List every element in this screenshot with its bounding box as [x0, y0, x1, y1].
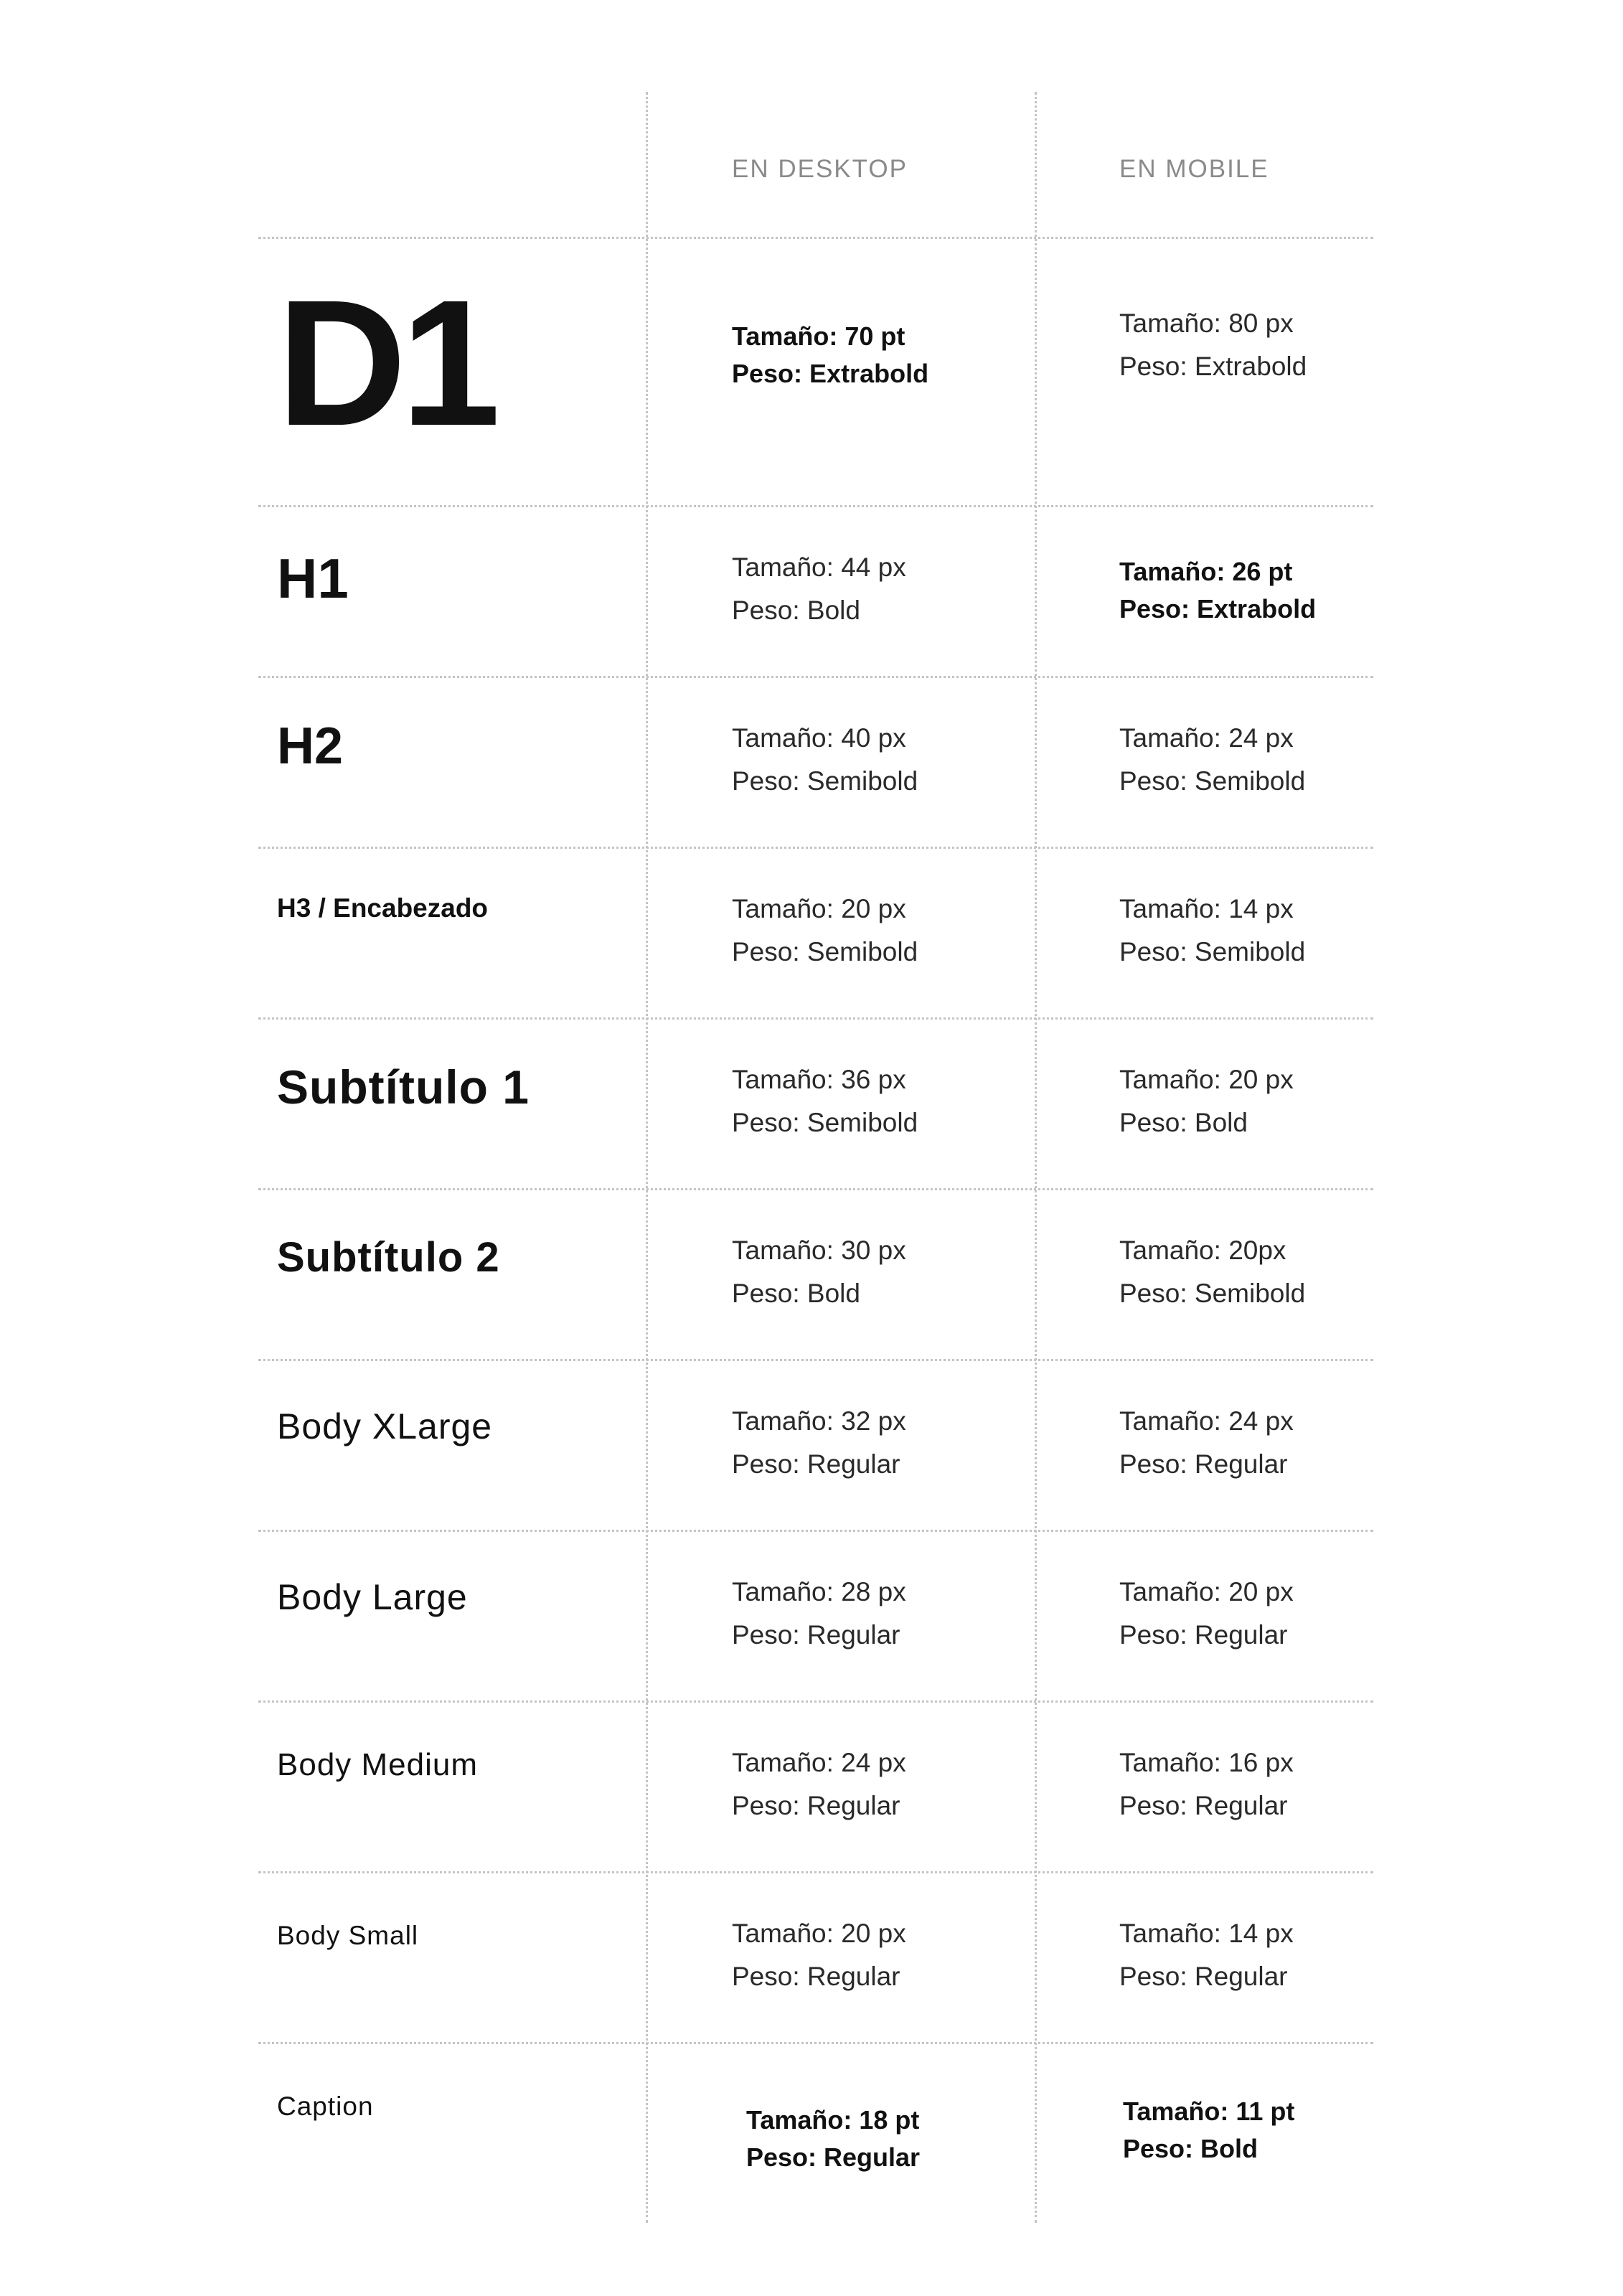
desktop-spec [746, 2102, 920, 2176]
mobile-weight: Peso: Regular [1119, 1620, 1288, 1650]
style-name: H3 / Encabezado [277, 893, 489, 923]
table-row-body-xlarge [258, 1359, 1373, 1532]
header-mobile: EN MOBILE [1119, 155, 1269, 183]
mobile-weight: Peso: Regular [1119, 1449, 1288, 1479]
desktop-spec [732, 1400, 906, 1486]
mobile-size: Tamaño: 26 pt [1119, 557, 1293, 586]
desktop-weight: Peso: Semibold [732, 937, 918, 966]
desktop-size: Tamaño: 32 px [732, 1406, 906, 1436]
mobile-spec [1123, 2093, 1294, 2168]
desktop-size: Tamaño: 44 px [732, 552, 906, 582]
desktop-weight: Peso: Bold [732, 596, 860, 625]
mobile-size: Tamaño: 24 px [1119, 1406, 1294, 1436]
mobile-size: Tamaño: 20 px [1119, 1577, 1294, 1606]
desktop-weight: Peso: Regular [732, 1962, 900, 1991]
style-name: Body Medium [277, 1747, 479, 1782]
desktop-weight: Peso: Regular [732, 1449, 900, 1479]
style-name: Body Small [277, 1921, 419, 1950]
style-name: D1 [277, 263, 495, 463]
style-name: Caption [277, 2092, 374, 2121]
desktop-size: Tamaño: 40 px [732, 723, 906, 753]
desktop-spec [732, 888, 918, 974]
desktop-size: Tamaño: 20 px [732, 894, 906, 923]
mobile-weight: Peso: Extrabold [1119, 352, 1307, 381]
desktop-spec [732, 717, 918, 803]
mobile-size: Tamaño: 24 px [1119, 723, 1294, 753]
desktop-size: Tamaño: 18 pt [746, 2105, 920, 2135]
style-name: Subtítulo 2 [277, 1234, 500, 1281]
desktop-weight: Peso: Regular [732, 1620, 900, 1650]
desktop-weight: Peso: Regular [732, 1791, 900, 1820]
mobile-size: Tamaño: 14 px [1119, 1919, 1294, 1948]
mobile-spec [1119, 1058, 1294, 1144]
table-row-body-small [258, 1871, 1373, 2044]
table-row-h1 [258, 505, 1373, 678]
mobile-spec [1119, 1400, 1294, 1486]
table-row-h2 [258, 676, 1373, 849]
mobile-spec [1119, 717, 1305, 803]
mobile-weight: Peso: Semibold [1119, 766, 1306, 796]
mobile-weight: Peso: Regular [1119, 1962, 1288, 1991]
mobile-weight: Peso: Extrabold [1119, 594, 1317, 624]
desktop-size: Tamaño: 20 px [732, 1919, 906, 1948]
desktop-size: Tamaño: 30 px [732, 1236, 906, 1265]
typography-table [258, 92, 1373, 2223]
desktop-size: Tamaño: 70 pt [732, 321, 905, 351]
mobile-spec [1119, 553, 1316, 628]
mobile-spec [1119, 1571, 1294, 1657]
desktop-spec [732, 1912, 906, 1998]
table-row-subtitulo-2 [258, 1188, 1373, 1361]
style-name: Body XLarge [277, 1406, 493, 1446]
desktop-size: Tamaño: 36 px [732, 1065, 906, 1094]
table-header [258, 92, 1373, 237]
table-row-body-medium [258, 1700, 1373, 1873]
mobile-spec [1119, 888, 1305, 974]
mobile-size: Tamaño: 16 px [1119, 1748, 1294, 1777]
style-name: H1 [277, 547, 349, 610]
desktop-spec [732, 1571, 906, 1657]
mobile-weight: Peso: Semibold [1119, 937, 1306, 966]
desktop-spec [732, 318, 928, 392]
mobile-spec [1119, 1741, 1294, 1827]
mobile-spec [1119, 1229, 1305, 1315]
mobile-weight: Peso: Bold [1123, 2134, 1259, 2163]
mobile-size: Tamaño: 14 px [1119, 894, 1294, 923]
table-row-caption [258, 2042, 1373, 2225]
mobile-weight: Peso: Regular [1119, 1791, 1288, 1820]
table-row-d1 [258, 237, 1373, 507]
desktop-weight: Peso: Semibold [732, 766, 918, 796]
desktop-weight: Peso: Bold [732, 1279, 860, 1308]
desktop-spec [732, 1058, 918, 1144]
header-desktop: EN DESKTOP [732, 155, 908, 183]
desktop-weight: Peso: Regular [746, 2142, 921, 2172]
mobile-size: Tamaño: 20 px [1119, 1065, 1294, 1094]
mobile-size: Tamaño: 20px [1119, 1236, 1286, 1265]
desktop-weight: Peso: Semibold [732, 1108, 918, 1137]
mobile-weight: Peso: Bold [1119, 1108, 1248, 1137]
style-name: Body Large [277, 1577, 468, 1617]
mobile-spec [1119, 1912, 1294, 1998]
table-row-subtitulo-1 [258, 1017, 1373, 1190]
desktop-weight: Peso: Extrabold [732, 359, 929, 388]
mobile-size: Tamaño: 11 pt [1123, 2097, 1295, 2126]
desktop-spec [732, 1741, 906, 1827]
style-name: Subtítulo 1 [277, 1060, 530, 1114]
desktop-spec [732, 1229, 906, 1315]
mobile-size: Tamaño: 80 px [1119, 309, 1294, 338]
mobile-weight: Peso: Semibold [1119, 1279, 1306, 1308]
desktop-spec [732, 546, 906, 632]
style-name: H2 [277, 718, 344, 775]
desktop-size: Tamaño: 24 px [732, 1748, 906, 1777]
table-row-body-large [258, 1530, 1373, 1703]
mobile-spec [1119, 302, 1307, 388]
desktop-size: Tamaño: 28 px [732, 1577, 906, 1606]
table-row-h3 [258, 847, 1373, 1020]
